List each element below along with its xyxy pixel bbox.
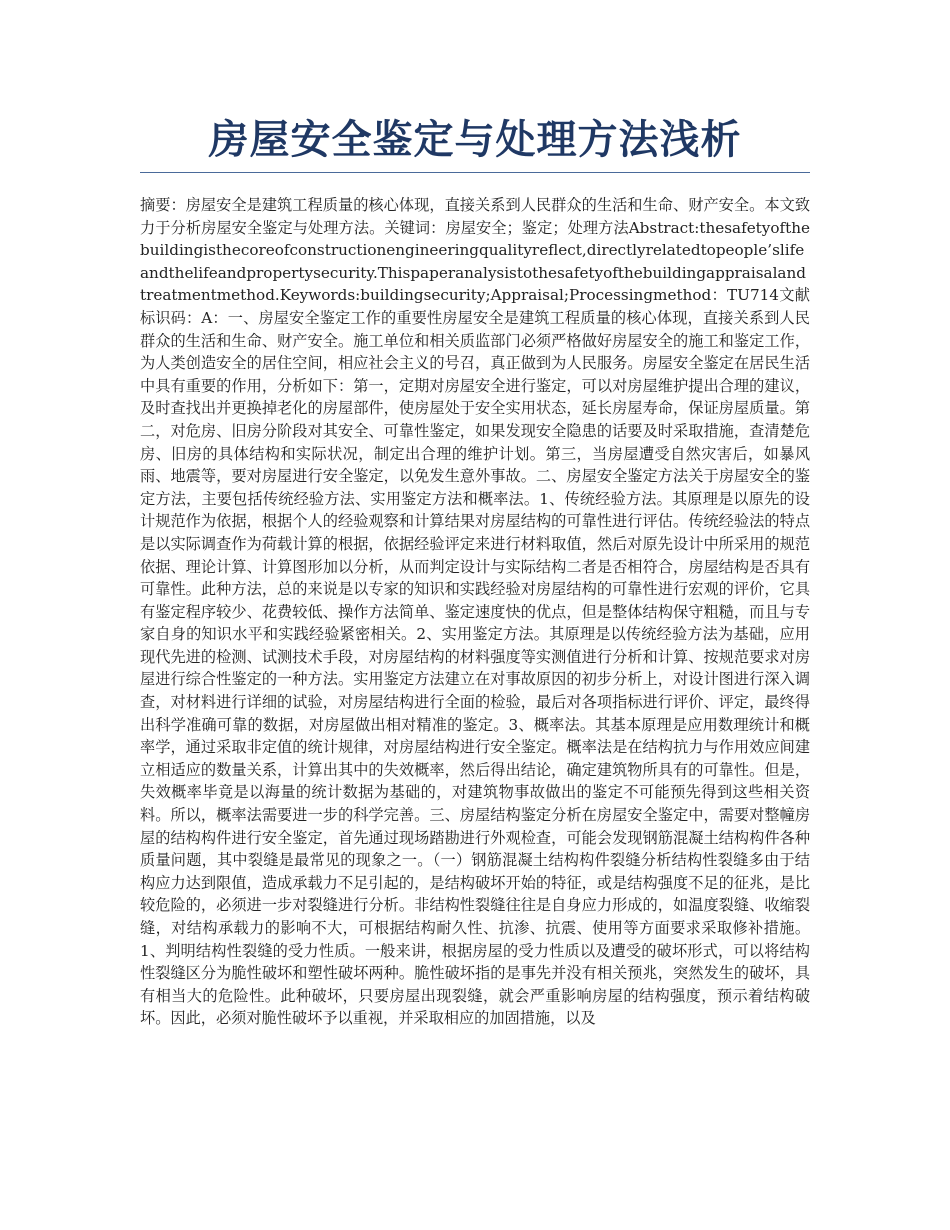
document-body: 摘要：房屋安全是建筑工程质量的核心体现，直接关系到人民群众的生活和生命、财产安全。本文致力于分析房屋安全鉴定与处理方法。关键词：房屋安全；鉴定；处理方法Abstract:thesafetyofthebuildingisthecoreofconstructionengineeringqualityreflect,directlyrelatedtopeople’slifeandthelifeandpropertysecurity.Thispaperanalysistothesafetyofthebuildingappraisalandtreatmentmethod.Keywords:buildingsecurity;Appraisal;Processingmethod：TU714文献标识码：A：一、房屋安全鉴定工作的重要性房屋安全是建筑工程质量的核心体现，直接关系到人民群众的生活和生命、财产安全。施工单位和相关质监部门必须严格做好房屋安全的施工和鉴定工作，为人类创造安全的居住空间，相应社会主义的号召，真正做到为人民服务。房屋安全鉴定在居民生活中具有重要的作用，分析如下：第一，定期对房屋安全进行鉴定，可以对房屋维护提出合理的建议，及时查找出并更换掉老化的房屋部件，使房屋处于安全实用状态，延长房屋寿命，保证房屋质量。第二，对危房、旧房分阶段对其安全、可靠性鉴定，如果发现安全隐患的话要及时采取措施，查清楚危房、旧房的具体结构和实际状况，制定出合理的维护计划。第三，当房屋遭受自然灾害后，如暴风雨、地震等，要对房屋进行安全鉴定，以免发生意外事故。二、房屋安全鉴定方法关于房屋安全的鉴定方法，主要包括传统经验方法、实用鉴定方法和概率法。1、传统经验方法。其原理是以原先的设计规范作为依据，根据个人的经验观察和计算结果对房屋结构的可靠性进行评估。传统经验法的特点是以实际调查作为荷载计算的根据，依据经验评定来进行材料取值，然后对原先设计中所采用的规范依据、理论计算、计算图形加以分析，从而判定设计与实际结构二者是否相符合，房屋结构是否具有可靠性。此种方法，总的来说是以专家的知识和实践经验对房屋结构的可靠性进行宏观的评价，它具有鉴定程序较少、花费较低、操作方法简单、鉴定速度快的优点，但是整体结构保守粗糙，而且与专家自身的知识水平和实践经验紧密相关。2、实用鉴定方法。其原理是以传统经验方法为基础，应用现代先进的检测、试测技术手段，对房屋结构的材料强度等实测值进行分析和计算、按规范要求对房屋进行综合性鉴定的一种方法。实用鉴定方法建立在对事故原因的初步分析上，对设计图进行深入调查，对材料进行详细的试验，对房屋结构进行全面的检验，最后对各项指标进行评价、评定，最终得出科学准确可靠的数据，对房屋做出相对精准的鉴定。3、概率法。其基本原理是应用数理统计和概率学，通过采取非定值的统计规律，对房屋结构进行安全鉴定。概率法是在结构抗力与作用效应间建立相适应的数量关系，计算出其中的失效概率，然后得出结论，确定建筑物所具有的可靠性。但是，失效概率毕竟是以海量的统计数据为基础的，对建筑物事故做出的鉴定不可能预先得到这些相关资料。所以，概率法需要进一步的科学完善。三、房屋结构鉴定分析在房屋安全鉴定中，需要对整幢房屋的结构构件进行安全鉴定，首先通过现场踏勘进行外观检查，可能会发现钢筋混凝土结构构件各种质量问题，其中裂缝是最常见的现象之一。（一）钢筋混凝土结构构件裂缝分析结构性裂缝多由于结构应力达到限值，造成承载力不足引起的，是结构破坏开始的特征，或是结构强度不足的征兆，是比较危险的，必须进一步对裂缝进行分析。非结构性裂缝往往是自身应力形成的，如温度裂缝、收缩裂缝，对结构承载力的影响不大，可根据结构耐久性、抗渗、抗震、使用等方面要求采取修补措施。1、判明结构性裂缝的受力性质。一般来讲，根据房屋的受力性质以及遭受的破坏形式，可以将结构性裂缝区分为脆性破坏和塑性破坏两种。脆性破坏指的是事先并没有相关预兆，突然发生的破坏，具有相当大的危险性。此种破坏，只要房屋出现裂缝，就会严重影响房屋的结构强度，预示着结构破坏。因此，必须对脆性破坏予以重视，并采取相应的加固措施，以及 <box>140 196 810 1028</box>
document-title: 房屋安全鉴定与处理方法浅析 <box>208 117 742 163</box>
title-divider <box>140 172 810 173</box>
